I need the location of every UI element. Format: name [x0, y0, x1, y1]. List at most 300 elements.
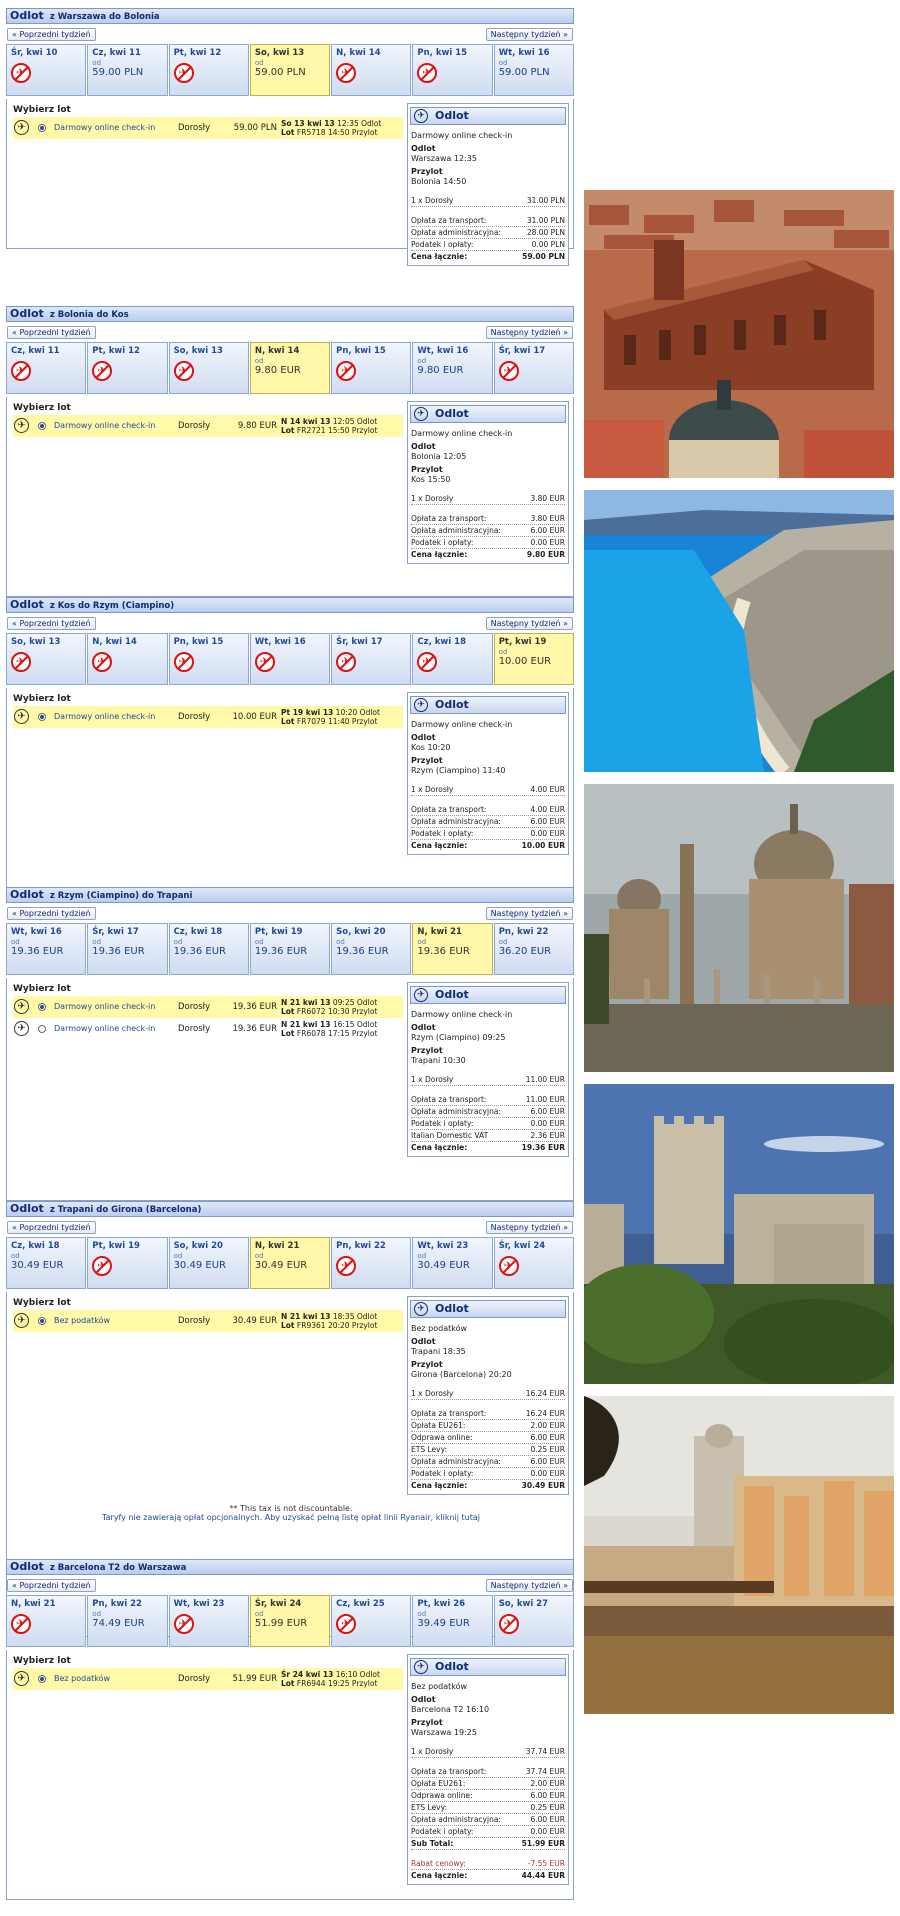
no-flight-icon	[336, 1614, 356, 1634]
no-flight-icon	[11, 1614, 31, 1634]
date-cell[interactable]	[6, 44, 86, 96]
date-price: 19.36 EUR	[173, 946, 226, 957]
fee-value: 0.00 EUR	[530, 1119, 565, 1128]
passenger-type: Dorosły	[178, 1024, 211, 1034]
plane-icon: ✈	[414, 1302, 428, 1316]
fare-price: 19.36 EUR	[232, 1024, 277, 1034]
flight-option[interactable]	[13, 1310, 403, 1332]
summary-arrival: Rzym (Ciampino) 11:40	[411, 766, 506, 775]
from-label: od	[498, 938, 508, 946]
no-flight-icon	[417, 652, 437, 672]
summary-fare-name: Darmowy online check-in	[411, 429, 513, 438]
fee-value: 0.00 EUR	[530, 829, 565, 838]
fare-name: Darmowy online check-in	[54, 1002, 156, 1011]
date-cell[interactable]	[331, 44, 411, 96]
date-cell[interactable]	[169, 1595, 249, 1647]
date-cell[interactable]	[169, 923, 249, 975]
total-row	[411, 251, 565, 262]
flight-label: Lot	[281, 1007, 295, 1016]
fee-row	[411, 1094, 565, 1106]
fee-label: Podatek i opłaty:	[411, 1469, 474, 1478]
date-price: 39.49 EUR	[417, 1618, 470, 1629]
flight-radio[interactable]	[38, 1003, 46, 1011]
date-label: Śr, kwi 17	[92, 927, 139, 937]
prev-week-button[interactable]: « Poprzedni tydzień	[7, 907, 96, 920]
no-flight-icon	[174, 361, 194, 381]
flight-option[interactable]	[13, 117, 403, 139]
summary-title: Odlot	[435, 1302, 469, 1315]
fare-name: Darmowy online check-in	[54, 421, 156, 430]
segment-title: Odlot	[10, 1560, 44, 1573]
date-cell[interactable]	[331, 342, 411, 394]
flight-radio[interactable]	[38, 713, 46, 721]
photo-trapani	[584, 1084, 894, 1384]
plane-icon: ✈	[14, 1021, 29, 1036]
fee-row	[411, 1468, 565, 1480]
fee-value: 2.00 EUR	[530, 1779, 565, 1788]
arrival-time: 11:40 Przylot	[327, 717, 378, 726]
next-week-button[interactable]: Następny tydzień »	[486, 326, 573, 339]
date-cell[interactable]	[6, 342, 86, 394]
fee-row	[411, 1408, 565, 1420]
subtotal-label: Sub Total:	[411, 1839, 454, 1848]
fee-value: 37.74 EUR	[525, 1767, 565, 1776]
date-cell[interactable]	[250, 923, 330, 975]
no-flight-icon	[336, 63, 356, 83]
fee-label: Opłata administracyjna:	[411, 228, 501, 237]
from-label: od	[417, 1610, 427, 1618]
summary-arrival: Warszawa 19:25	[411, 1728, 477, 1737]
total-value: 44.44 EUR	[521, 1871, 565, 1880]
fare-summary	[407, 982, 569, 1157]
plane-icon: ✈	[14, 1313, 29, 1328]
date-price: 59.00 PLN	[92, 67, 144, 78]
flight-number: FR6072	[296, 1007, 326, 1016]
summary-header	[410, 696, 566, 714]
fee-row	[411, 1826, 565, 1838]
date-cell[interactable]	[331, 1237, 411, 1289]
from-label: od	[417, 357, 427, 365]
passenger-label: 1 x Dorosły	[411, 196, 454, 205]
flight-date-dep	[281, 1670, 380, 1679]
prev-week-button[interactable]: « Poprzedni tydzień	[7, 1221, 96, 1234]
no-flight-icon	[92, 361, 112, 381]
passenger-label: 1 x Dorosły	[411, 1389, 454, 1398]
plane-icon: ✈	[14, 999, 29, 1014]
flight-list	[6, 688, 574, 888]
date-price: 30.49 EUR	[11, 1260, 64, 1271]
passenger-type: Dorosły	[178, 421, 211, 431]
fee-row	[411, 828, 565, 840]
date-label: Pt, kwi 26	[417, 1599, 466, 1609]
passenger-type: Dorosły	[178, 712, 211, 722]
date-cell[interactable]	[87, 923, 167, 975]
passenger-label: 1 x Dorosły	[411, 1075, 454, 1084]
flight-number: FR7079	[296, 717, 326, 726]
plane-icon: ✈	[14, 1671, 29, 1686]
prev-week-button[interactable]: « Poprzedni tydzień	[7, 617, 96, 630]
passenger-row	[411, 195, 565, 207]
fees-link[interactable]: Taryfy nie zawierają opłat opcjonalnych. Aby uzyskać pełną listę opłat linii Ryanair, kliknij tutaj	[102, 1513, 480, 1522]
segment-route: z Rzym (Ciampino) do Trapani	[49, 891, 193, 901]
summary-departure: Kos 10:20	[411, 743, 451, 752]
photo-bologna	[584, 190, 894, 478]
flight-date: So 13 kwi 13	[281, 119, 335, 128]
fee-value: 6.00 EUR	[530, 526, 565, 535]
date-cell[interactable]	[494, 1237, 574, 1289]
date-cell[interactable]	[412, 923, 492, 975]
flight-option[interactable]	[13, 706, 403, 728]
flight-radio[interactable]	[38, 1317, 46, 1325]
flight-radio[interactable]	[38, 124, 46, 132]
subtotal-row	[411, 1838, 565, 1850]
fee-row	[411, 1456, 565, 1468]
total-label: Cena łącznie:	[411, 252, 468, 261]
fee-label: ETS Levy:	[411, 1803, 447, 1812]
discount-row	[411, 1858, 565, 1870]
total-label: Cena łącznie:	[411, 550, 468, 559]
summary-header	[410, 107, 566, 125]
fee-row	[411, 1814, 565, 1826]
date-cell[interactable]	[87, 44, 167, 96]
date-label: Pn, kwi 15	[417, 48, 468, 58]
no-flight-icon	[417, 63, 437, 83]
flight-option[interactable]	[13, 415, 403, 437]
flight-option[interactable]	[13, 996, 403, 1018]
departure-time: 16:15 Odlot	[332, 1020, 378, 1029]
arrival-time: 15:50 Przylot	[327, 426, 378, 435]
arrival-time: 10:30 Przylot	[327, 1007, 378, 1016]
passenger-type: Dorosły	[178, 1316, 211, 1326]
total-value: 19.36 EUR	[521, 1143, 565, 1152]
date-cell[interactable]	[169, 342, 249, 394]
summary-fare-name: Darmowy online check-in	[411, 1010, 513, 1019]
flight-number: FR6078	[296, 1029, 326, 1038]
next-week-button[interactable]: Następny tydzień »	[486, 617, 573, 630]
flight-date-dep	[281, 998, 377, 1007]
discount-label: Rabat cenowy:	[411, 1859, 466, 1868]
fee-row	[411, 1432, 565, 1444]
from-label: od	[173, 1252, 183, 1260]
fare-summary	[407, 1654, 569, 1885]
flight-list	[6, 1650, 574, 1900]
date-selector	[6, 342, 574, 394]
segment-title: Odlot	[10, 888, 44, 901]
fare-summary	[407, 1296, 569, 1495]
flight-number: FR9361	[296, 1321, 326, 1330]
date-selector	[6, 1595, 574, 1647]
departure-heading: Odlot	[411, 442, 436, 451]
date-cell[interactable]	[87, 633, 167, 685]
week-nav	[6, 613, 574, 633]
fee-row	[411, 1766, 565, 1778]
date-cell[interactable]	[169, 44, 249, 96]
date-price: 10.00 EUR	[498, 656, 552, 667]
date-label: Pt, kwi 12	[173, 48, 222, 58]
plane-icon: ✈	[14, 418, 29, 433]
fee-label: Podatek i opłaty:	[411, 1827, 474, 1836]
date-cell[interactable]	[412, 342, 492, 394]
date-cell[interactable]	[412, 633, 492, 685]
summary-title: Odlot	[435, 407, 469, 420]
passenger-row	[411, 1074, 565, 1086]
date-label: So, kwi 13	[173, 346, 223, 356]
fee-row	[411, 537, 565, 549]
flight-label: Lot	[281, 128, 295, 137]
date-label: So, kwi 20	[336, 927, 386, 937]
fee-label: ETS Levy:	[411, 1445, 447, 1454]
date-label: Wt, kwi 16	[498, 48, 550, 58]
plane-icon: ✈	[414, 698, 428, 712]
fee-label: Opłata za transport:	[411, 1409, 487, 1418]
segment-route: z Trapani do Girona (Barcelona)	[49, 1205, 202, 1215]
date-cell[interactable]	[250, 1595, 330, 1647]
date-label: So, kwi 20	[173, 1241, 223, 1251]
departure-heading: Odlot	[411, 1023, 436, 1032]
no-flight-icon	[499, 1614, 519, 1634]
date-label: N, kwi 14	[254, 346, 300, 356]
fee-label: Opłata administracyjna:	[411, 526, 501, 535]
flight-option[interactable]	[13, 1668, 403, 1690]
week-nav	[6, 1575, 574, 1595]
passenger-label: 1 x Dorosły	[411, 785, 454, 794]
fare-summary	[407, 103, 569, 266]
departure-time: 12:35 Odlot	[337, 119, 382, 128]
photo-kos	[584, 490, 894, 772]
fee-row	[411, 1790, 565, 1802]
fare-name: Bez podatków	[54, 1316, 111, 1325]
passenger-type: Dorosły	[178, 1674, 211, 1684]
flight-segment	[6, 1559, 574, 1900]
date-price: 9.80 EUR	[417, 365, 464, 376]
date-cell[interactable]	[494, 44, 574, 96]
departure-heading: Odlot	[411, 1337, 436, 1346]
departure-heading: Odlot	[411, 144, 436, 153]
date-cell[interactable]	[494, 633, 574, 685]
date-price: 30.49 EUR	[173, 1260, 226, 1271]
flight-label: Lot	[281, 426, 295, 435]
date-price: 51.99 EUR	[254, 1618, 308, 1629]
summary-title: Odlot	[435, 109, 469, 122]
flight-number: FR5718	[296, 128, 326, 137]
fee-row	[411, 1106, 565, 1118]
flight-radio[interactable]	[38, 1675, 46, 1683]
date-label: So, kwi 13	[11, 637, 61, 647]
date-cell[interactable]	[331, 923, 411, 975]
passenger-row	[411, 493, 565, 505]
arrival-heading: Przylot	[411, 1046, 443, 1055]
summary-header	[410, 405, 566, 423]
date-cell[interactable]	[494, 1595, 574, 1647]
subtotal-value: 51.99 EUR	[521, 1839, 565, 1848]
summary-title: Odlot	[435, 698, 469, 711]
date-label: Śr, kwi 24	[498, 1241, 546, 1251]
date-cell[interactable]	[412, 44, 492, 96]
fee-label: Podatek i opłaty:	[411, 538, 474, 547]
no-flight-icon	[336, 652, 356, 672]
fee-value: 2.36 EUR	[530, 1131, 565, 1140]
flight-date: Śr 24 kwi 13	[281, 1670, 334, 1679]
flight-code-arr	[281, 1321, 377, 1330]
no-flight-icon	[336, 361, 356, 381]
next-week-button[interactable]: Następny tydzień »	[486, 1579, 573, 1592]
plane-icon: ✈	[414, 988, 428, 1002]
next-week-button[interactable]: Następny tydzień »	[486, 907, 573, 920]
date-label: N, kwi 21	[417, 927, 462, 937]
flight-label: Lot	[281, 717, 295, 726]
from-label: od	[417, 938, 427, 946]
segment-route: z Barcelona T2 do Warszawa	[49, 1563, 187, 1573]
fee-label: Opłata EU261:	[411, 1779, 466, 1788]
fee-label: Opłata za transport:	[411, 514, 487, 523]
from-label: od	[11, 938, 20, 946]
next-week-button[interactable]: Następny tydzień »	[486, 28, 573, 41]
passenger-row	[411, 1388, 565, 1400]
from-label: od	[254, 1252, 264, 1260]
flight-code-arr	[281, 426, 377, 435]
total-row	[411, 1480, 565, 1491]
date-label: Cz, kwi 18	[417, 637, 466, 647]
choose-flight-label: Wybierz lot	[13, 694, 71, 704]
fee-value: 6.00 EUR	[530, 1791, 565, 1800]
fee-label: Podatek i opłaty:	[411, 829, 474, 838]
flight-list	[6, 978, 574, 1201]
summary-arrival: Bolonia 14:50	[411, 177, 467, 186]
fare-price: 9.80 EUR	[237, 421, 277, 431]
fare-notes	[7, 1504, 575, 1522]
plane-icon: ✈	[14, 709, 29, 724]
week-nav	[6, 24, 574, 44]
week-nav	[6, 322, 574, 342]
total-row	[411, 549, 565, 560]
fee-value: 16.24 EUR	[525, 1409, 565, 1418]
flight-date-dep	[281, 1020, 377, 1029]
date-label: So, kwi 13	[254, 48, 305, 58]
date-label: Śr, kwi 10	[11, 48, 58, 58]
fee-row	[411, 1420, 565, 1432]
date-cell[interactable]	[169, 1237, 249, 1289]
prev-week-button[interactable]: « Poprzedni tydzień	[7, 28, 96, 41]
fare-name: Bez podatków	[54, 1674, 111, 1683]
prev-week-button[interactable]: « Poprzedni tydzień	[7, 326, 96, 339]
fee-value: 0.25 EUR	[530, 1445, 565, 1454]
from-label: od	[417, 1252, 427, 1260]
no-flight-icon	[174, 63, 194, 83]
date-cell[interactable]	[6, 633, 86, 685]
segment-title: Odlot	[10, 307, 44, 320]
summary-departure: Bolonia 12:05	[411, 452, 467, 461]
flight-label: Lot	[281, 1029, 295, 1038]
fee-value: 0.00 EUR	[530, 1469, 565, 1478]
date-label: Pt, kwi 12	[92, 346, 140, 356]
segment-title: Odlot	[10, 1202, 44, 1215]
arrival-heading: Przylot	[411, 1718, 443, 1727]
date-cell[interactable]	[6, 1595, 86, 1647]
total-row	[411, 1870, 565, 1881]
date-cell[interactable]	[250, 342, 330, 394]
fee-label: Podatek i opłaty:	[411, 240, 474, 249]
summary-departure: Rzym (Ciampino) 09:25	[411, 1033, 506, 1042]
date-cell[interactable]	[331, 633, 411, 685]
date-cell[interactable]	[250, 1237, 330, 1289]
departure-time: 12:05 Odlot	[332, 417, 378, 426]
prev-week-button[interactable]: « Poprzedni tydzień	[7, 1579, 96, 1592]
date-label: Pn, kwi 15	[173, 637, 224, 647]
from-label: od	[92, 1610, 102, 1618]
plane-icon: ✈	[14, 120, 29, 135]
date-selector	[6, 44, 574, 96]
arrival-time: 17:15 Przylot	[327, 1029, 378, 1038]
flight-code-arr	[281, 717, 377, 726]
no-flight-icon	[11, 63, 31, 83]
flight-option[interactable]	[13, 1018, 403, 1040]
date-cell[interactable]	[6, 923, 86, 975]
date-cell[interactable]	[412, 1237, 492, 1289]
fee-label: Odprawa online:	[411, 1433, 473, 1442]
fee-label: Opłata za transport:	[411, 805, 487, 814]
date-label: N, kwi 21	[11, 1599, 56, 1609]
date-label: So, kwi 27	[498, 1599, 549, 1609]
flight-date: N 14 kwi 13	[281, 417, 331, 426]
no-flight-icon	[11, 361, 31, 381]
date-label: Wt, kwi 23	[417, 1241, 469, 1251]
flight-date: N 21 kwi 13	[281, 998, 331, 1007]
date-cell[interactable]	[87, 1237, 167, 1289]
flight-radio[interactable]	[38, 422, 46, 430]
fee-value: 4.00 EUR	[530, 805, 565, 814]
fee-value: 0.00 EUR	[530, 538, 565, 547]
flight-date-dep	[281, 417, 377, 426]
date-cell[interactable]	[250, 633, 330, 685]
departure-heading: Odlot	[411, 1695, 436, 1704]
date-cell[interactable]	[250, 44, 330, 96]
date-selector	[6, 923, 574, 975]
flight-segment	[6, 8, 574, 261]
flight-date: N 21 kwi 13	[281, 1312, 331, 1321]
date-cell[interactable]	[169, 633, 249, 685]
date-label: Pt, kwi 19	[498, 637, 547, 647]
fee-label: Opłata administracyjna:	[411, 1457, 501, 1466]
summary-header	[410, 986, 566, 1004]
fee-label: Podatek i opłaty:	[411, 1119, 474, 1128]
date-cell[interactable]	[494, 923, 574, 975]
date-selector	[6, 633, 574, 685]
date-label: Cz, kwi 18	[173, 927, 223, 937]
date-label: Wt, kwi 16	[11, 927, 62, 937]
date-price: 19.36 EUR	[254, 946, 308, 957]
date-price: 19.36 EUR	[11, 946, 64, 957]
fee-row	[411, 1130, 565, 1142]
fee-row	[411, 215, 565, 227]
flight-radio[interactable]	[38, 1025, 46, 1033]
date-cell[interactable]	[494, 342, 574, 394]
flight-code-arr	[281, 1679, 377, 1688]
date-cell[interactable]	[87, 1595, 167, 1647]
date-cell[interactable]	[412, 1595, 492, 1647]
date-cell[interactable]	[331, 1595, 411, 1647]
fee-row	[411, 227, 565, 239]
date-cell[interactable]	[6, 1237, 86, 1289]
segment-header	[6, 1201, 574, 1217]
date-label: Cz, kwi 11	[92, 48, 141, 58]
no-flight-icon	[92, 1256, 112, 1276]
photo-rome	[584, 784, 894, 1072]
date-cell[interactable]	[87, 342, 167, 394]
next-week-button[interactable]: Następny tydzień »	[486, 1221, 573, 1234]
date-label: Śr, kwi 17	[498, 346, 546, 356]
flight-date-dep	[281, 708, 380, 717]
from-label: od	[92, 938, 102, 946]
